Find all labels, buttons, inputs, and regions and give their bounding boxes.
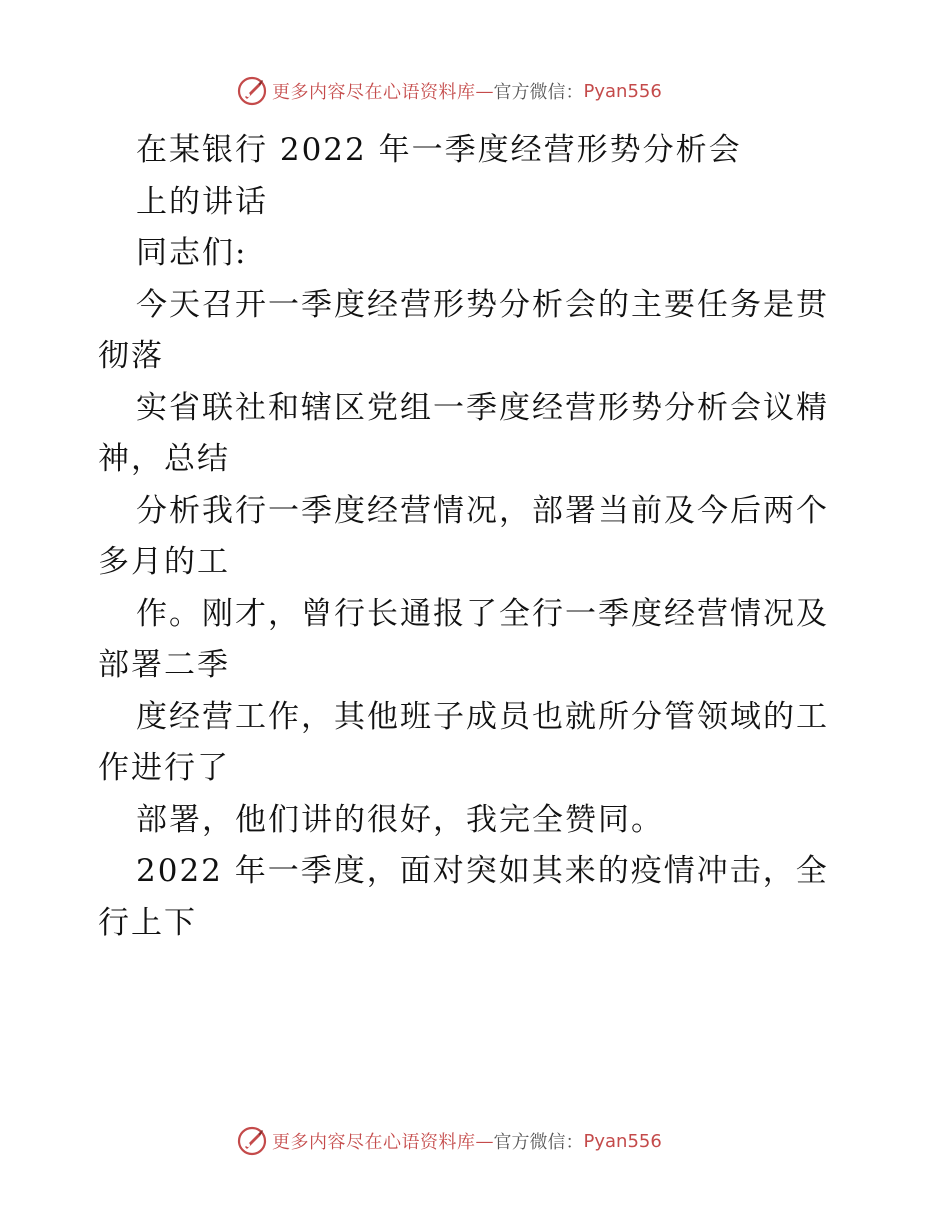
paragraph-line: 作。刚才，曾行长通报了全行一季度经营情况及 — [136, 595, 829, 632]
paragraph-line-wrap: 行上下 — [98, 904, 197, 941]
quill-pen-logo-icon — [236, 75, 268, 107]
salutation: 同志们: — [136, 235, 248, 271]
watermark-dash: — — [475, 1130, 494, 1152]
paragraph-line-wrap: 作进行了 — [98, 750, 230, 786]
watermark-wechat-id: Pyan556 — [583, 80, 662, 102]
paragraph-line: 部署，他们讲的很好，我完全赞同。 — [136, 801, 664, 838]
quill-pen-logo-icon — [236, 1125, 268, 1157]
paragraph-line: 分析我行一季度经营情况，部署当前及今后两个 — [136, 492, 829, 529]
watermark-official: 官方微信： — [493, 82, 584, 103]
paragraph-line-wrap: 彻落 — [98, 338, 164, 374]
paragraph-line: 2022 年一季度，面对突如其来的疫情冲击，全 — [136, 853, 829, 889]
watermark-official: 官方微信： — [493, 1132, 584, 1153]
header-watermark — [236, 74, 662, 108]
title-line-2: 上的讲话 — [136, 183, 268, 220]
title-line-1: 在某银行 2022 年一季度经营形势分析会 — [136, 132, 742, 168]
paragraph-line: 实省联社和辖区党组一季度经营形势分析会议精 — [136, 389, 829, 426]
watermark-dash: — — [475, 80, 494, 102]
watermark-brand: 更多内容尽在心语资料库 — [272, 82, 476, 103]
watermark-brand: 更多内容尽在心语资料库 — [272, 1132, 476, 1153]
footer-watermark — [236, 1124, 662, 1158]
paragraph-line: 度经营工作，其他班子成员也就所分管领域的工 — [136, 698, 829, 735]
paragraph-line-wrap: 部署二季 — [98, 647, 230, 683]
document-body — [98, 125, 858, 949]
paragraph-line-wrap: 神，总结 — [98, 441, 230, 477]
paragraph-line-wrap: 多月的工 — [98, 544, 230, 580]
paragraph-line: 今天召开一季度经营形势分析会的主要任务是贯 — [136, 286, 829, 323]
watermark-wechat-id: Pyan556 — [583, 1130, 662, 1152]
